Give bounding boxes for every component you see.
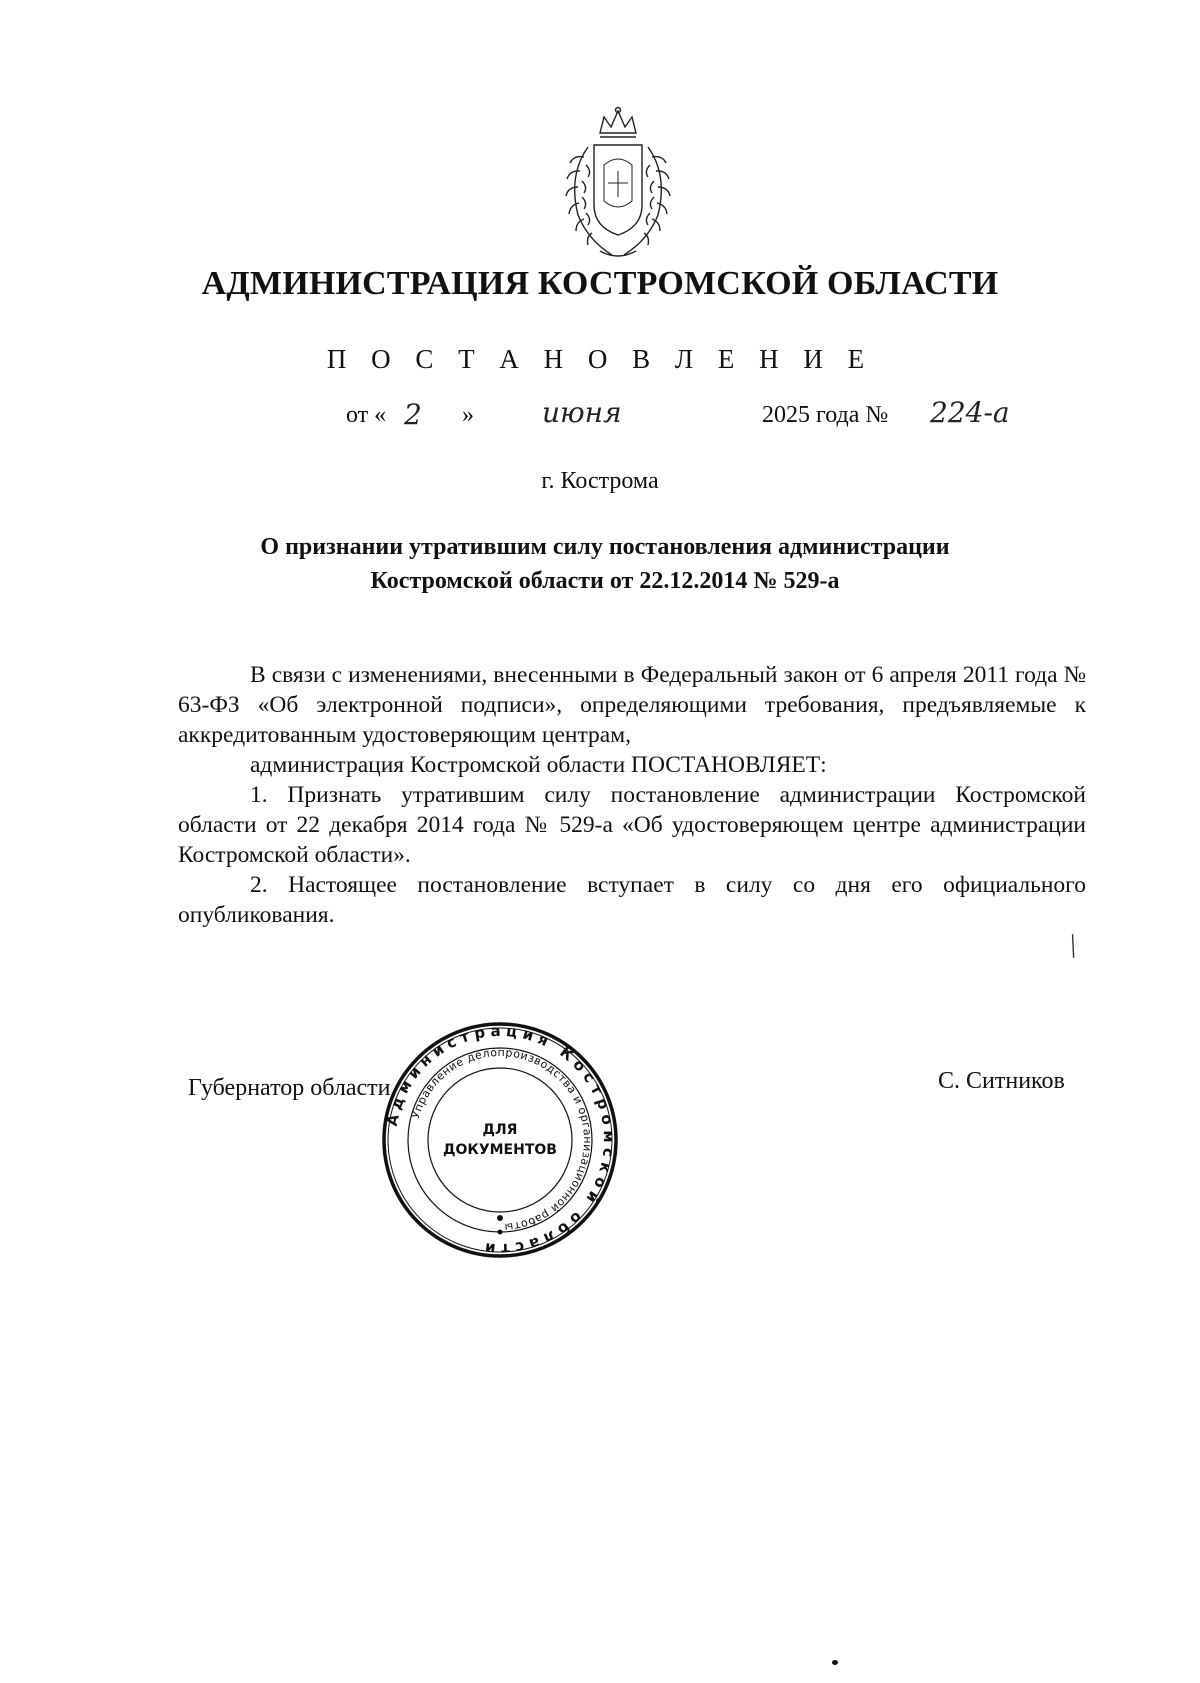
subject-line-1: О признании утратившим силу постановления администрации [260,534,950,560]
signatory-position: Губернатор области [188,1075,391,1101]
date-month-handwritten: июня [542,396,622,429]
date-day-handwritten: 2 [404,398,422,431]
body-item-1: 1. Признать утратившим силу постановление администрации Костромской области от 22 декабря 2014 года № 529-а «Об удостоверяющем центре администрации Костромской области». [178,782,1086,868]
stamp-outer-text: Администрация Костромской области [382,1021,619,1259]
document-body [178,660,1086,930]
scan-speck [832,1660,838,1665]
stamp-center-line-2: ДОКУМЕНТОВ [443,1142,557,1158]
stamp-center-line-1: ДЛЯ [482,1122,518,1138]
pen-mark: ╱ [1063,934,1083,958]
coat-of-arms-emblem [548,105,688,265]
organization-title: АДМИНИСТРАЦИЯ КОСТРОМСКОЙ ОБЛАСТИ [201,265,999,302]
date-day-close: » [462,402,474,428]
body-resolves: администрация Костромской области ПОСТАНОВЛЯЕТ: [250,752,827,778]
body-item-2: 2. Настоящее постановление вступает в силу со дня его официального опубликования. [178,872,1086,928]
stamp-inner-text: Управление делопроизводства и организационной работы [408,1045,595,1234]
date-year-text: 2025 года № [762,402,889,428]
subject-line-2: Костромской области от 22.12.2014 № 529-а [370,568,840,594]
body-preamble: В связи с изменениями, внесенными в Федеральный закон от 6 апреля 2011 года № 63-ФЗ «Об электронной подписи», определяющими требования, предъявляемые к аккредитованным удостоверяющим центрам, [178,662,1086,748]
city: г. Кострома [541,468,659,494]
svg-text:Управление делопроизводства и [409,1046,594,1234]
document-number-handwritten: 224-а [930,396,1010,429]
document-type: П О С Т А Н О В Л Е Н И Е [326,344,874,374]
date-prefix: от « [346,402,387,428]
signatory-name: С. Ситников [938,1068,1065,1094]
official-stamp [380,1020,620,1260]
document-subject [180,530,1030,598]
date-line [0,396,1200,442]
